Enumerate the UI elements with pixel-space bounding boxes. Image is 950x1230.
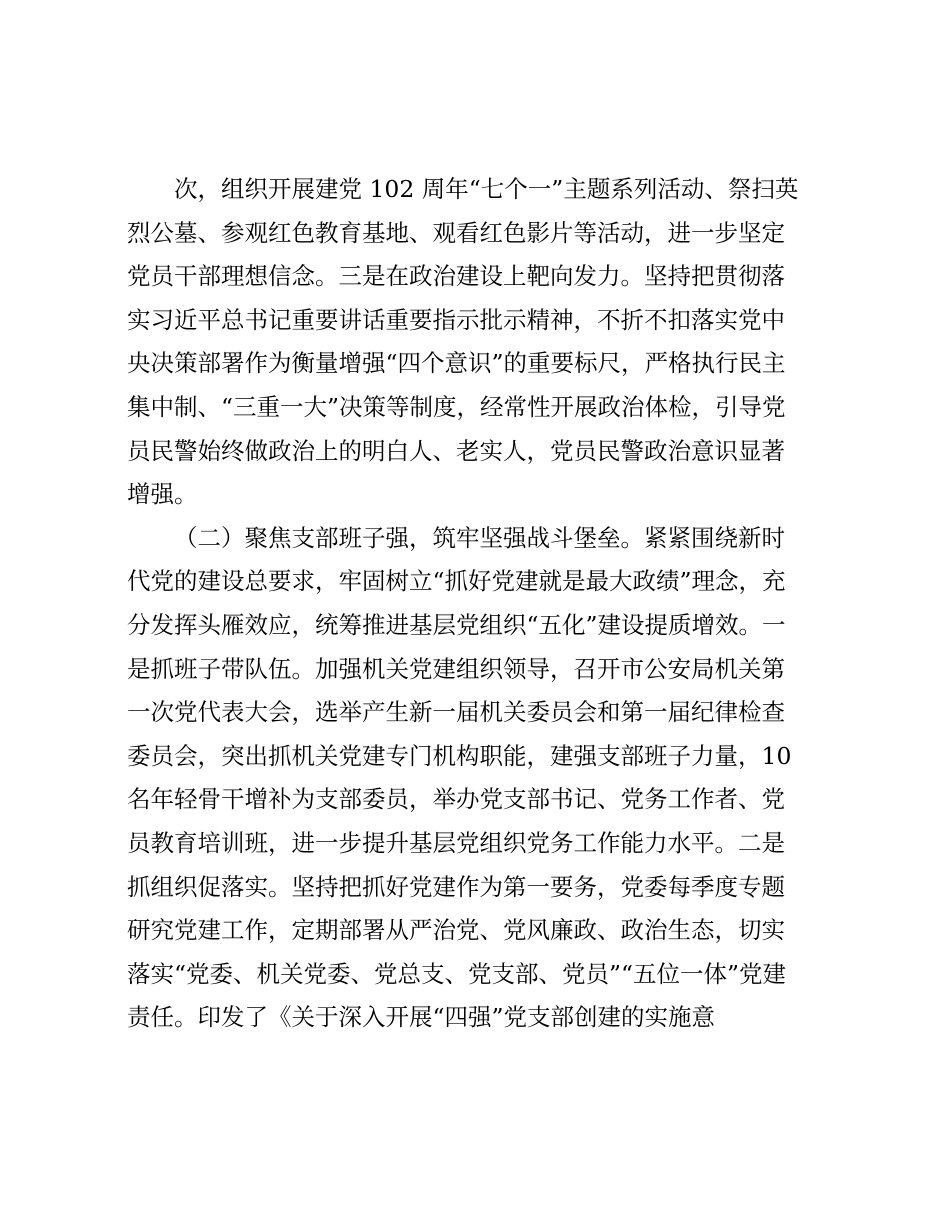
text-line: 是抓班子带队伍。加强机关党建组织领导，召开市公安局机关第	[127, 654, 785, 683]
text-line: 增强。	[127, 480, 198, 509]
text-line: 央决策部署作为衡量增强“四个意识”的重要标尺，严格执行民主	[127, 349, 786, 378]
text-line: 实习近平总书记重要讲话重要指示批示精神，不折不扣落实党中	[127, 305, 785, 334]
text-line: 党员干部理想信念。三是在政治建设上靶向发力。坚持把贯彻落	[127, 262, 785, 291]
text-line: 一次党代表大会，选举产生新一届机关委员会和第一届纪律检查	[127, 698, 785, 727]
text-line: 落实“党委、机关党委、党总支、党支部、党员”“五位一体”党建	[127, 959, 787, 988]
text-line: 员民警始终做政治上的明白人、老实人，党员民警政治意识显著	[127, 436, 785, 465]
text-line: 抓组织促落实。坚持把抓好党建作为第一要务，党委每季度专题	[127, 872, 785, 901]
text-line: 代党的建设总要求，牢固树立“抓好党建就是最大政绩”理念，充	[127, 567, 786, 596]
section-heading-line: （二）聚焦支部班子强，筑牢坚强战斗堡垒。紧紧围绕新时	[174, 523, 785, 552]
text-line: 烈公墓、参观红色教育基地、观看红色影片等活动，进一步坚定	[127, 218, 785, 247]
text-line: 责任。印发了《关于深入开展“四强”党支部创建的实施意	[127, 1003, 716, 1032]
text-line: 集中制、“三重一大”决策等制度，经常性开展政治体检，引导党	[127, 392, 786, 421]
text-line: 名年轻骨干增补为支部委员，举办党支部书记、党务工作者、党	[127, 785, 785, 814]
text-line: 研究党建工作，定期部署从严治党、党风廉政、政治生态，切实	[127, 916, 785, 945]
text-line: 员教育培训班，进一步提升基层党组织党务工作能力水平。二是	[127, 828, 785, 857]
text-line: 分发挥头雁效应，统筹推进基层党组织“五化”建设提质增效。一	[127, 610, 786, 639]
body-text	[127, 168, 847, 1040]
text-line: 委员会，突出抓机关党建专门机构职能，建强支部班子力量，10	[127, 741, 792, 770]
text-line: 次，组织开展建党 102 周年“七个一”主题系列活动、祭扫英	[174, 175, 799, 203]
